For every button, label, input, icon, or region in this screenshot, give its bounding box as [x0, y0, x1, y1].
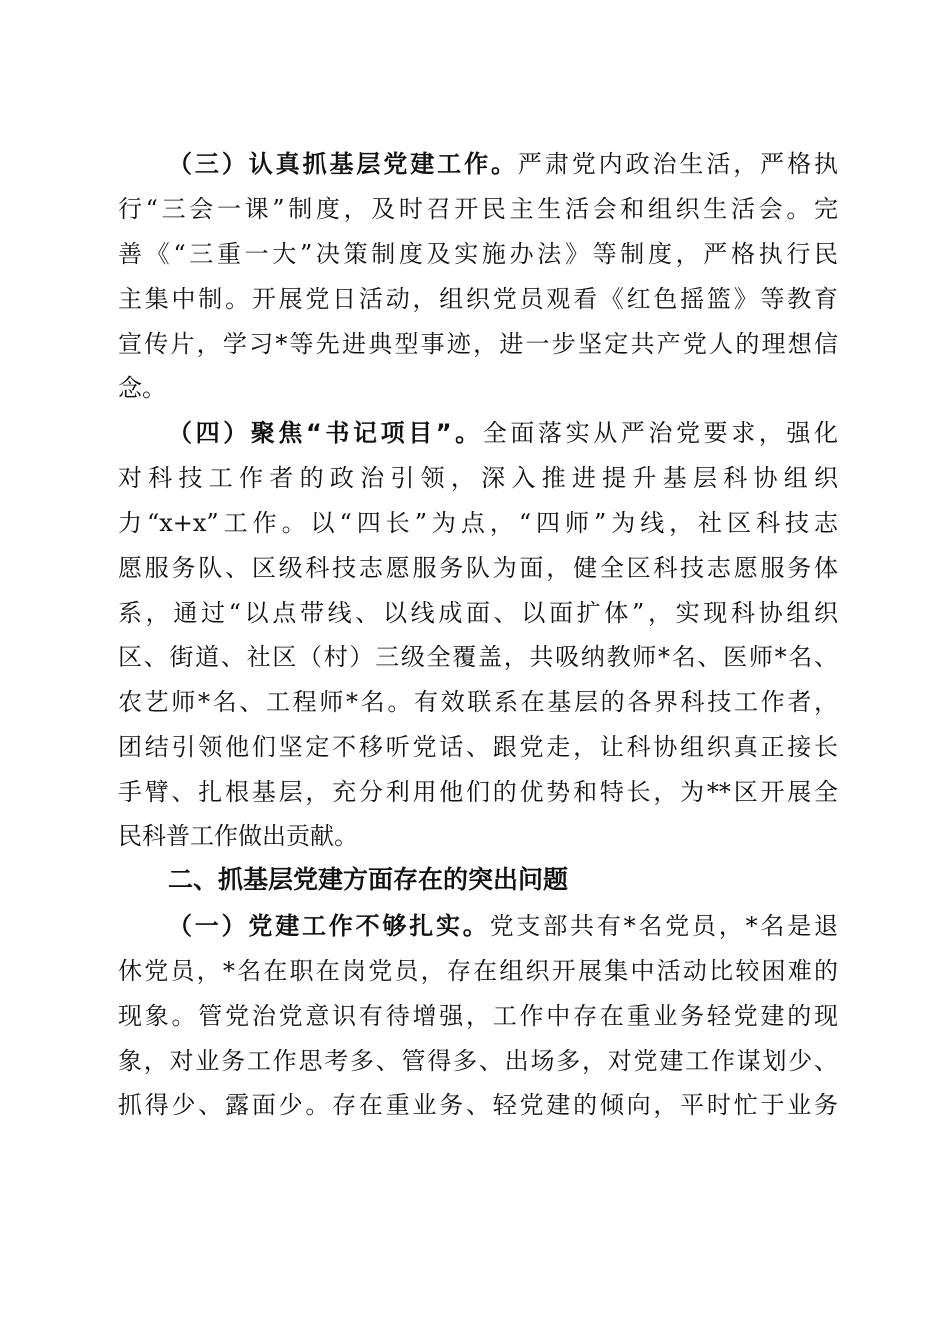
paragraph-4-heading: （四）聚焦“书记项目”。 — [168, 419, 483, 447]
paragraph-4-line-10: 民科普工作做出贡献。 — [118, 822, 358, 850]
section-2-title: 二、抓基层党建方面存在的突出问题 — [168, 865, 569, 894]
paragraph-4-line-1 — [168, 411, 838, 455]
paragraph-3-line-4: 主集中制。开展党日活动，组织党员观看《红色摇篮》等教育 — [118, 285, 838, 313]
paragraph-4-line-2: 对科技工作者的政治引领，深入推进提升基层科协组织 — [118, 464, 838, 492]
paragraph-3-line-3: 善《“三重一大”决策制度及实施办法》等制度，严格执行民 — [118, 240, 838, 268]
paragraph-4-line-5: 系，通过“以点带线、以线成面、以面扩体”，实现科协组织 — [118, 599, 838, 627]
paragraph-5-line-3: 现象。管党治党意识有待增强，工作中存在重业务轻党建的现 — [118, 1002, 838, 1030]
paragraph-4-line-7: 农艺师*名、工程师*名。有效联系在基层的各界科技工作者， — [118, 688, 838, 716]
paragraph-3-line-6: 念。 — [118, 374, 166, 402]
paragraph-3-line-1 — [168, 142, 838, 186]
paragraph-3-line-5: 宣传片，学习*等先进典型事迹，进一步坚定共产党人的理想信 — [118, 330, 838, 358]
paragraph-4-line-1-text: 全面落实从严治党要求，强化 — [482, 419, 839, 447]
paragraph-4-line-9: 手臂、扎根基层，充分利用他们的优势和特长，为**区开展全 — [118, 778, 838, 806]
paragraph-5-heading: （一）党建工作不够扎实。 — [168, 912, 490, 940]
paragraph-5-line-2: 休党员，*名在职在岗党员，存在组织开展集中活动比较困难的 — [118, 957, 838, 985]
paragraph-5-line-1-text: 党支部共有*名党员，*名是退 — [489, 912, 839, 940]
paragraph-5-line-1 — [168, 904, 838, 948]
paragraph-4-line-3: 力“x+x”工作。以“四长”为点，“四师”为线，社区科技志 — [118, 509, 838, 537]
paragraph-5-line-4: 象，对业务工作思考多、管得多、出场多，对党建工作谋划少、 — [118, 1047, 838, 1075]
paragraph-3-heading: （三）认真抓基层党建工作。 — [168, 150, 518, 178]
paragraph-4-line-8: 团结引领他们坚定不移听党话、跟党走，让科协组织真正接长 — [118, 733, 838, 761]
paragraph-3-line-1-text: 严肃党内政治生活，严格执 — [517, 150, 839, 178]
paragraph-3-line-2: 行“三会一课”制度，及时召开民主生活会和组织生活会。完 — [118, 195, 838, 223]
paragraph-4-line-4: 愿服务队、区级科技志愿服务队为面，健全区科技志愿服务体 — [118, 554, 838, 582]
paragraph-4-line-6: 区、街道、社区（村）三级全覆盖，共吸纳教师*名、医师*名、 — [118, 643, 838, 671]
paragraph-5-line-5: 抓得少、露面少。存在重业务、轻党建的倾向，平时忙于业务 — [118, 1091, 838, 1119]
